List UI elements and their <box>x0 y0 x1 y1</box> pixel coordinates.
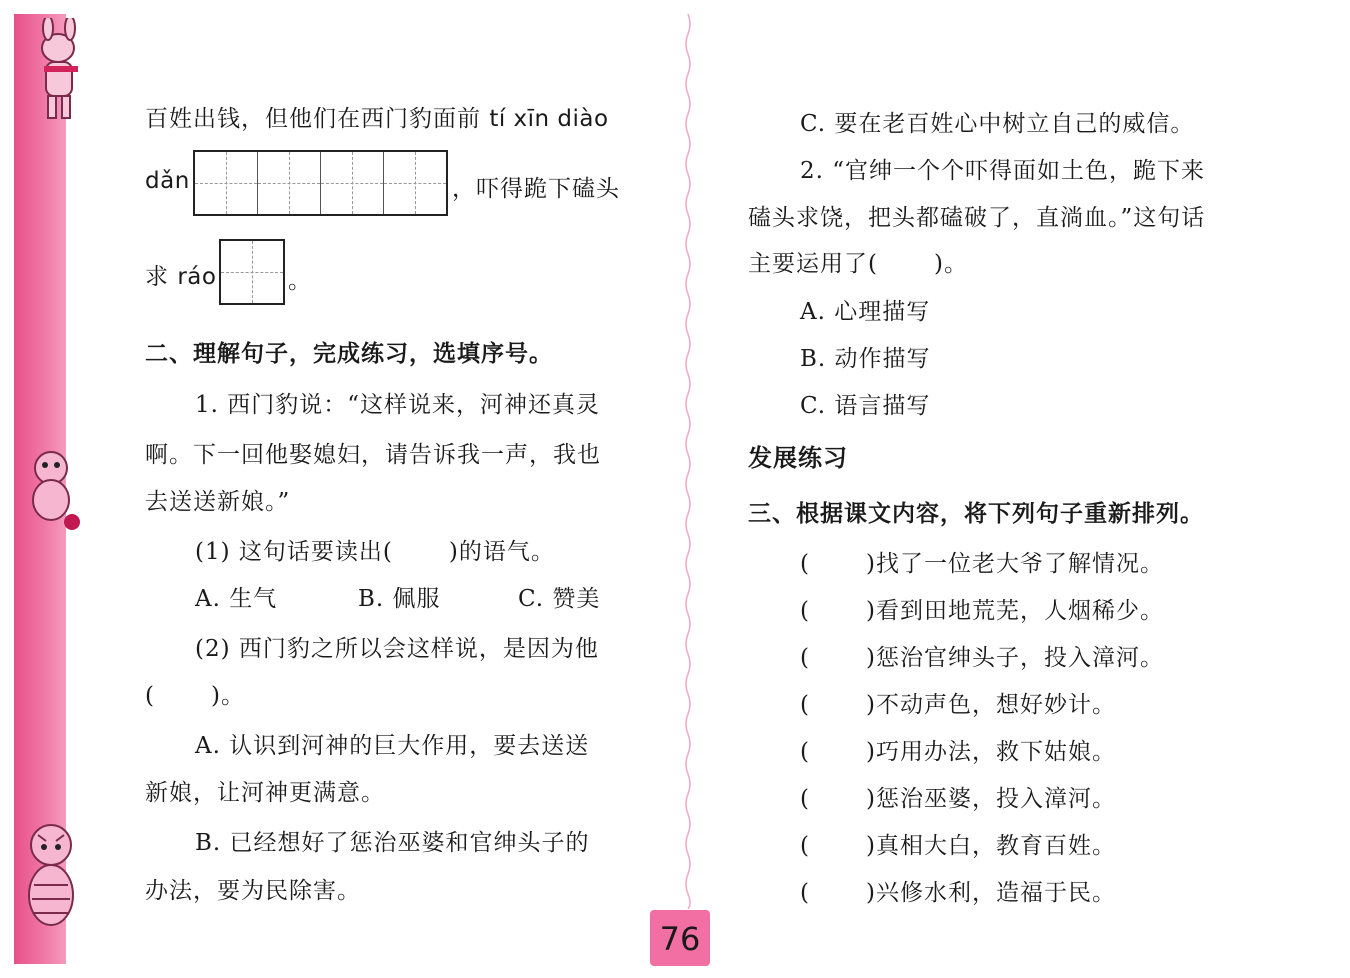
pinyin-dan: dǎn <box>145 168 190 194</box>
text: 求 <box>145 264 169 290</box>
paren-open: ( <box>800 551 810 577</box>
text: 主要运用了( <box>748 251 878 277</box>
text: (1) 这句话要读出( <box>195 539 393 565</box>
option-b: B. 佩服 <box>358 586 441 612</box>
option-c: C. 赞美 <box>518 586 601 612</box>
answer-a-line-1: A. 认识到河神的巨大作用，要去送送 <box>195 733 590 759</box>
answer-a-line-2: 新娘，让河神更满意。 <box>145 780 385 806</box>
q1-line-2: 啊。下一回他娶媳妇，请告诉我一声，我也 <box>145 442 601 468</box>
development-title: 发展练习 <box>748 444 848 472</box>
section-2-title: 二、理解句子，完成练习，选填序号。 <box>145 341 553 367</box>
sequence-text: )兴修水利，造福于民。 <box>865 880 1116 906</box>
paren-open: ( <box>800 598 810 624</box>
q1-line-3: 去送送新娘。” <box>145 489 291 515</box>
q2-option-c: C. 语言描写 <box>800 393 931 419</box>
page-divider <box>684 14 692 909</box>
text: 百姓出钱，但他们在西门豹面前 <box>145 106 481 132</box>
pinyin-tixindiao: tí xīn diào <box>489 106 609 132</box>
rabbit-mascot-icon <box>18 18 98 128</box>
grid-cell[interactable] <box>321 152 384 214</box>
sequence-item <box>800 639 1164 672</box>
grid-cell[interactable] <box>195 152 258 214</box>
sequence-item <box>800 827 1116 860</box>
left-line-3-end: 。 <box>288 268 312 294</box>
answer-grid-1-word[interactable] <box>219 239 285 305</box>
grid-cell[interactable] <box>384 152 446 214</box>
left-line-1 <box>145 100 609 133</box>
pinyin-rao: ráo <box>177 264 217 290</box>
page-number: 76 <box>650 910 710 966</box>
q1-line-1: 1. 西门豹说：“这样说来，河神还真灵 <box>195 392 601 418</box>
sequence-item <box>800 874 1116 907</box>
paren-open: ( <box>800 739 810 765</box>
section-3-title: 三、根据课文内容，将下列句子重新排列。 <box>748 501 1204 527</box>
text: )的语气。 <box>448 539 555 565</box>
q1-sub2-line-2 <box>145 677 245 710</box>
answer-grid-4-words[interactable] <box>193 150 448 216</box>
q2-option-a: A. 心理描写 <box>800 299 931 325</box>
text: ( <box>145 683 155 709</box>
grid-cell[interactable] <box>258 152 321 214</box>
sequence-item <box>800 592 1164 625</box>
paren-open: ( <box>800 880 810 906</box>
paren-open: ( <box>800 786 810 812</box>
sequence-item <box>800 780 1116 813</box>
sequence-item <box>800 733 1116 766</box>
answer-b-line-1: B. 已经想好了惩治巫婆和官绅头子的 <box>195 830 590 856</box>
q2-option-b: B. 动作描写 <box>800 346 931 372</box>
paren-open: ( <box>800 692 810 718</box>
q1-sub2-line-1: (2) 西门豹之所以会这样说，是因为他 <box>195 636 599 662</box>
sequence-text: )惩治巫婆，投入漳河。 <box>865 786 1116 812</box>
grid-cell[interactable] <box>221 241 283 303</box>
sequence-text: )找了一位老大爷了解情况。 <box>865 551 1164 577</box>
left-line-2-rest: ，吓得跪下磕头 <box>452 176 620 202</box>
text: )。 <box>933 251 968 277</box>
q2-line-3 <box>748 245 968 278</box>
cartoon-character-icon <box>16 440 86 530</box>
sequence-text: )不动声色，想好妙计。 <box>865 692 1116 718</box>
sequence-text: )真相大白，教育百姓。 <box>865 833 1116 859</box>
q2-line-1: 2. “官绅一个个吓得面如土色，跪下来 <box>800 158 1206 184</box>
sequence-text: )看到田地荒芜，人烟稀少。 <box>865 598 1164 624</box>
q1-sub1 <box>195 533 555 566</box>
paren-open: ( <box>800 645 810 671</box>
sequence-item <box>800 545 1164 578</box>
tiger-mascot-icon <box>16 815 86 935</box>
sequence-item <box>800 686 1116 719</box>
answer-c: C. 要在老百姓心中树立自己的威信。 <box>800 111 1195 137</box>
paren-open: ( <box>800 833 810 859</box>
left-line-3-prefix <box>145 258 216 291</box>
sequence-text: )惩治官绅头子，投入漳河。 <box>865 645 1164 671</box>
q2-line-2: 磕头求饶，把头都磕破了，直淌血。”这句话 <box>748 205 1206 231</box>
option-a: A. 生气 <box>195 586 278 612</box>
answer-b-line-2: 办法，要为民除害。 <box>145 878 361 904</box>
text: )。 <box>210 683 245 709</box>
sequence-text: )巧用办法，救下姑娘。 <box>865 739 1116 765</box>
